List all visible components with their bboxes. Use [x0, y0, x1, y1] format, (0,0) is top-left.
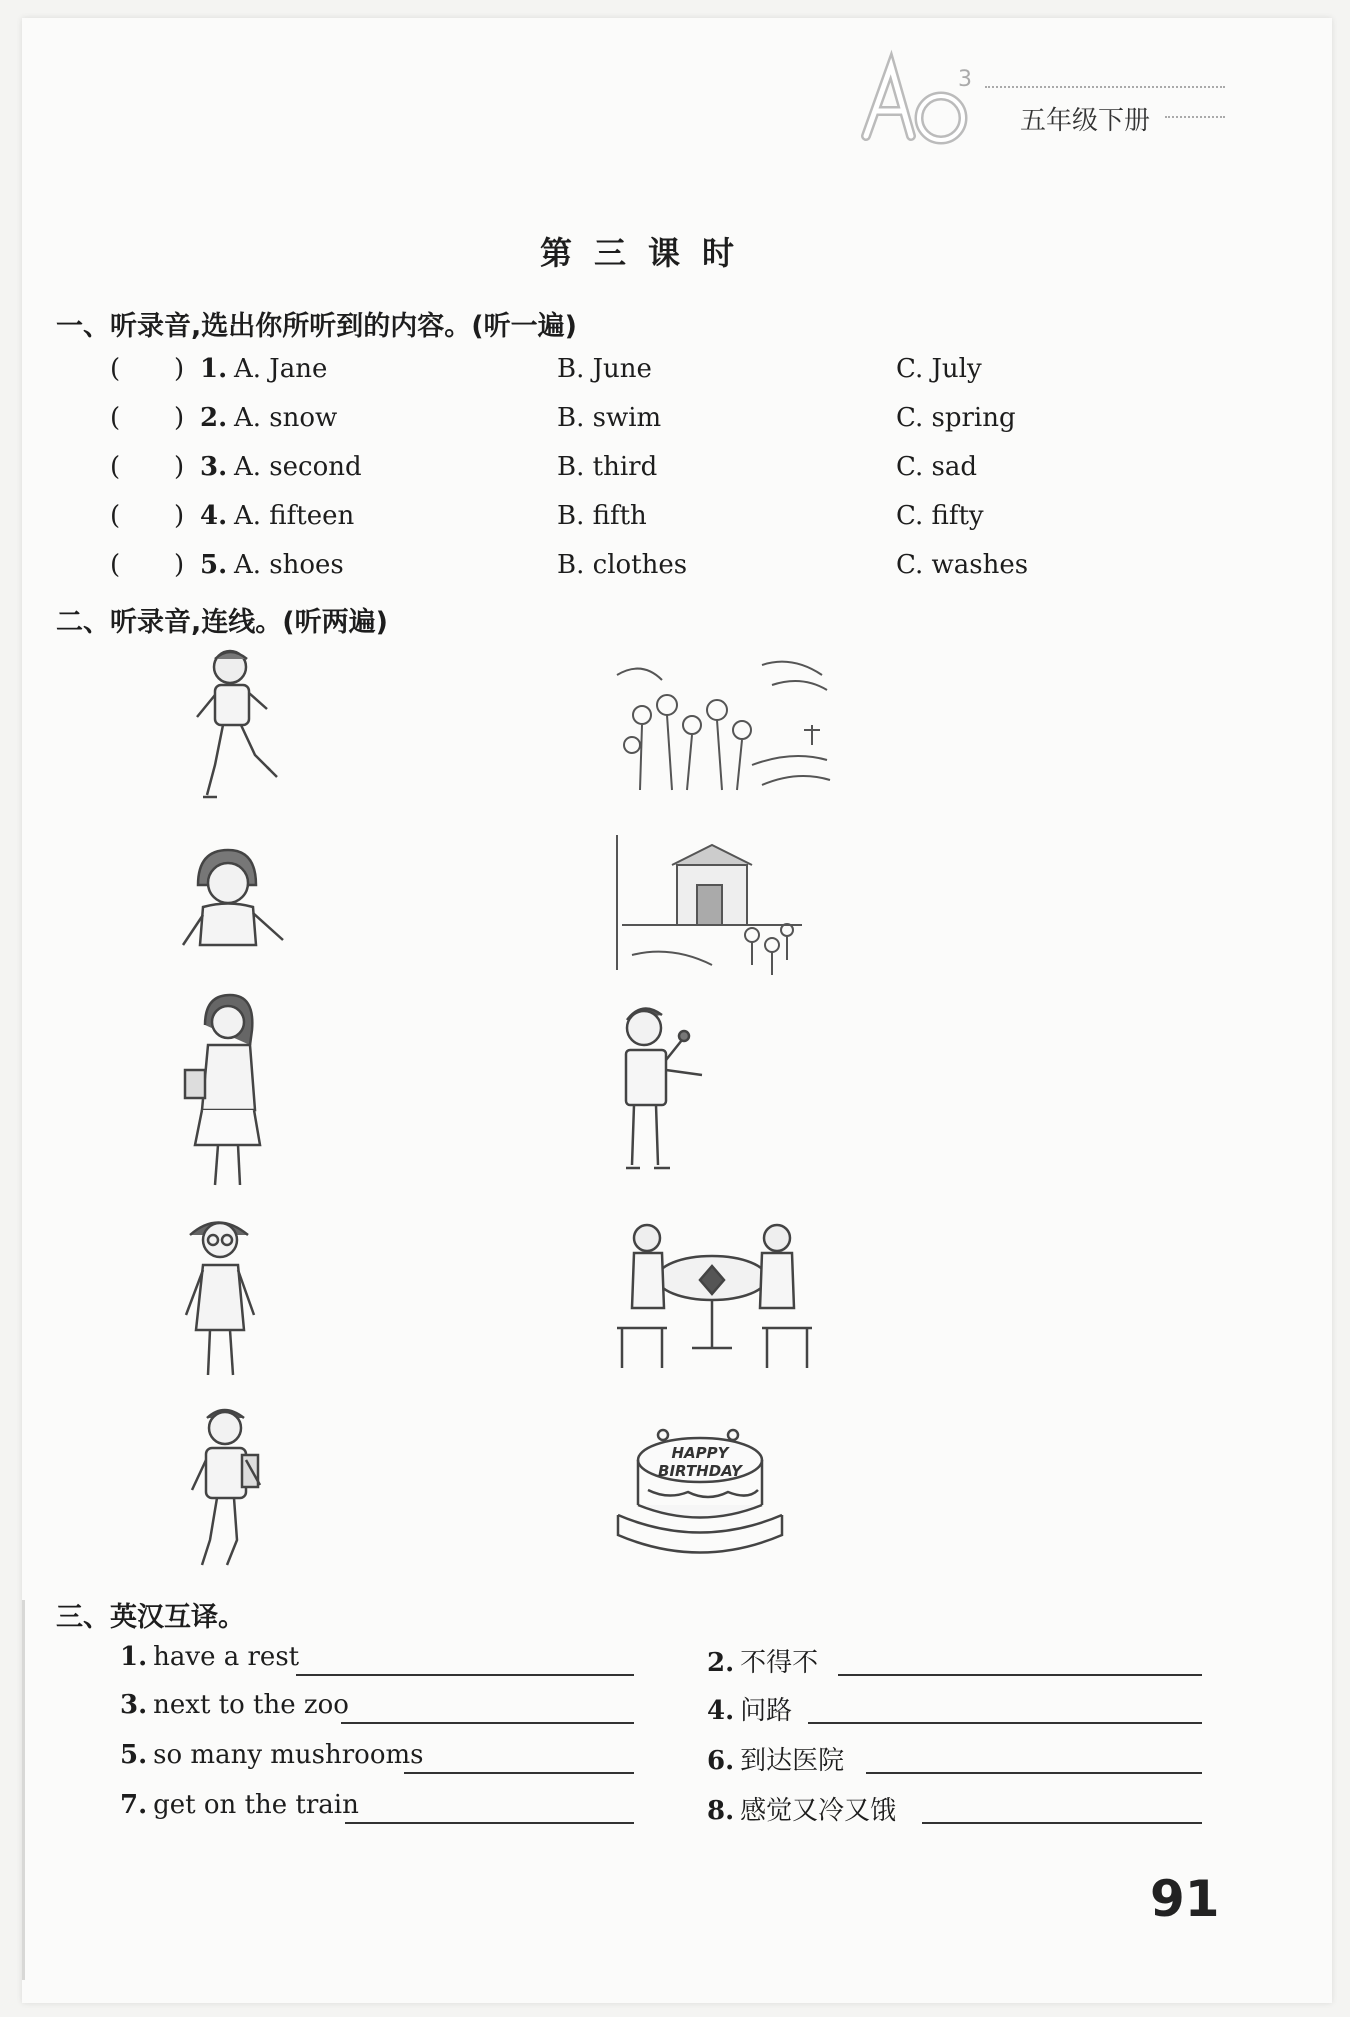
answer-blank[interactable]	[341, 1722, 634, 1724]
item-text: 不得不	[740, 1648, 819, 1678]
option-a: A. Jane	[234, 354, 328, 384]
item-text: get on the train	[153, 1790, 359, 1820]
answer-blank[interactable]	[922, 1822, 1202, 1824]
answer-blank[interactable]	[838, 1674, 1202, 1676]
lesson-title: 第三课时	[540, 234, 757, 272]
boy-with-backpack-picture[interactable]	[182, 1400, 272, 1580]
answer-paren-close: )	[174, 403, 185, 433]
answer-blank[interactable]	[404, 1772, 634, 1774]
item-text: so many mushrooms	[153, 1740, 424, 1770]
option-a: A. shoes	[234, 550, 344, 580]
boy-singing-picture[interactable]	[612, 1000, 712, 1190]
section1-heading: 一、听录音,选出你所听到的内容。(听一遍)	[56, 311, 577, 342]
birthday-cake-picture[interactable]	[608, 1420, 793, 1565]
girl-with-glasses-picture[interactable]	[178, 1210, 263, 1390]
option-b: B. June	[557, 354, 652, 384]
answer-paren-open: (	[110, 550, 121, 580]
answer-paren-close: )	[174, 501, 185, 531]
answer-paren-close: )	[174, 550, 185, 580]
question-number: 1.	[200, 354, 228, 384]
girl-waving-picture[interactable]	[178, 845, 293, 965]
svg-text:3: 3	[958, 67, 972, 92]
cake-text-birthday: BIRTHDAY	[658, 1462, 742, 1480]
item-text: 问路	[740, 1696, 793, 1726]
option-c: C. washes	[896, 550, 1029, 580]
item-number: 3.	[120, 1690, 148, 1720]
flowers-scene-picture[interactable]	[612, 655, 832, 795]
option-a: A. snow	[234, 403, 338, 433]
brand-logo-icon	[856, 56, 986, 146]
running-boy-picture[interactable]	[185, 645, 285, 810]
translation-item	[707, 1642, 818, 1679]
option-a: A. fifteen	[234, 501, 355, 531]
item-number: 1.	[120, 1642, 148, 1672]
answer-paren-open: (	[110, 403, 121, 433]
item-number: 7.	[120, 1790, 148, 1820]
section2-heading: 二、听录音,连线。(听两遍)	[56, 607, 388, 638]
header-dotted-rule	[985, 86, 1225, 88]
answer-paren-open: (	[110, 452, 121, 482]
translation-item	[120, 1690, 349, 1720]
option-c: C. fifty	[896, 501, 984, 531]
page-edge-shadow	[22, 1600, 25, 1980]
answer-paren-close: )	[174, 354, 185, 384]
question-number: 5.	[200, 550, 228, 580]
item-number: 5.	[120, 1740, 148, 1770]
section3-heading: 三、英汉互译。	[56, 1602, 245, 1633]
option-c: C. spring	[896, 403, 1016, 433]
grade-label: 五年级下册	[1020, 106, 1151, 136]
answer-blank[interactable]	[866, 1772, 1202, 1774]
answer-blank[interactable]	[345, 1822, 634, 1824]
item-text: have a rest	[153, 1642, 300, 1672]
option-b: B. clothes	[557, 550, 688, 580]
header-dotted-rule-short	[1165, 116, 1225, 118]
answer-paren-open: (	[110, 354, 121, 384]
page-number: 91	[1150, 1870, 1220, 1928]
item-number: 8.	[707, 1796, 735, 1826]
option-b: B. swim	[557, 403, 662, 433]
answer-blank[interactable]	[296, 1674, 634, 1676]
option-c: C. July	[896, 354, 982, 384]
question-number: 3.	[200, 452, 228, 482]
question-number: 2.	[200, 403, 228, 433]
chess-players-picture[interactable]	[612, 1218, 817, 1383]
translation-item	[120, 1740, 424, 1770]
answer-paren-open: (	[110, 501, 121, 531]
item-text: 到达医院	[740, 1746, 845, 1776]
option-c: C. sad	[896, 452, 977, 482]
item-text: next to the zoo	[153, 1690, 349, 1720]
woman-with-book-picture[interactable]	[180, 990, 275, 1195]
answer-blank[interactable]	[808, 1722, 1202, 1724]
translation-item	[120, 1790, 359, 1820]
option-a: A. second	[234, 452, 362, 482]
house-with-children-picture[interactable]	[612, 825, 802, 980]
translation-item	[707, 1690, 792, 1727]
item-number: 6.	[707, 1746, 735, 1776]
cake-text-happy: HAPPY	[671, 1444, 729, 1462]
option-b: B. third	[557, 452, 658, 482]
translation-item	[707, 1790, 896, 1827]
item-number: 4.	[707, 1696, 735, 1726]
translation-item	[707, 1740, 844, 1777]
question-number: 4.	[200, 501, 228, 531]
answer-paren-close: )	[174, 452, 185, 482]
option-b: B. fifth	[557, 501, 647, 531]
item-text: 感觉又冷又饿	[740, 1796, 897, 1826]
item-number: 2.	[707, 1648, 735, 1678]
translation-item	[120, 1642, 299, 1672]
